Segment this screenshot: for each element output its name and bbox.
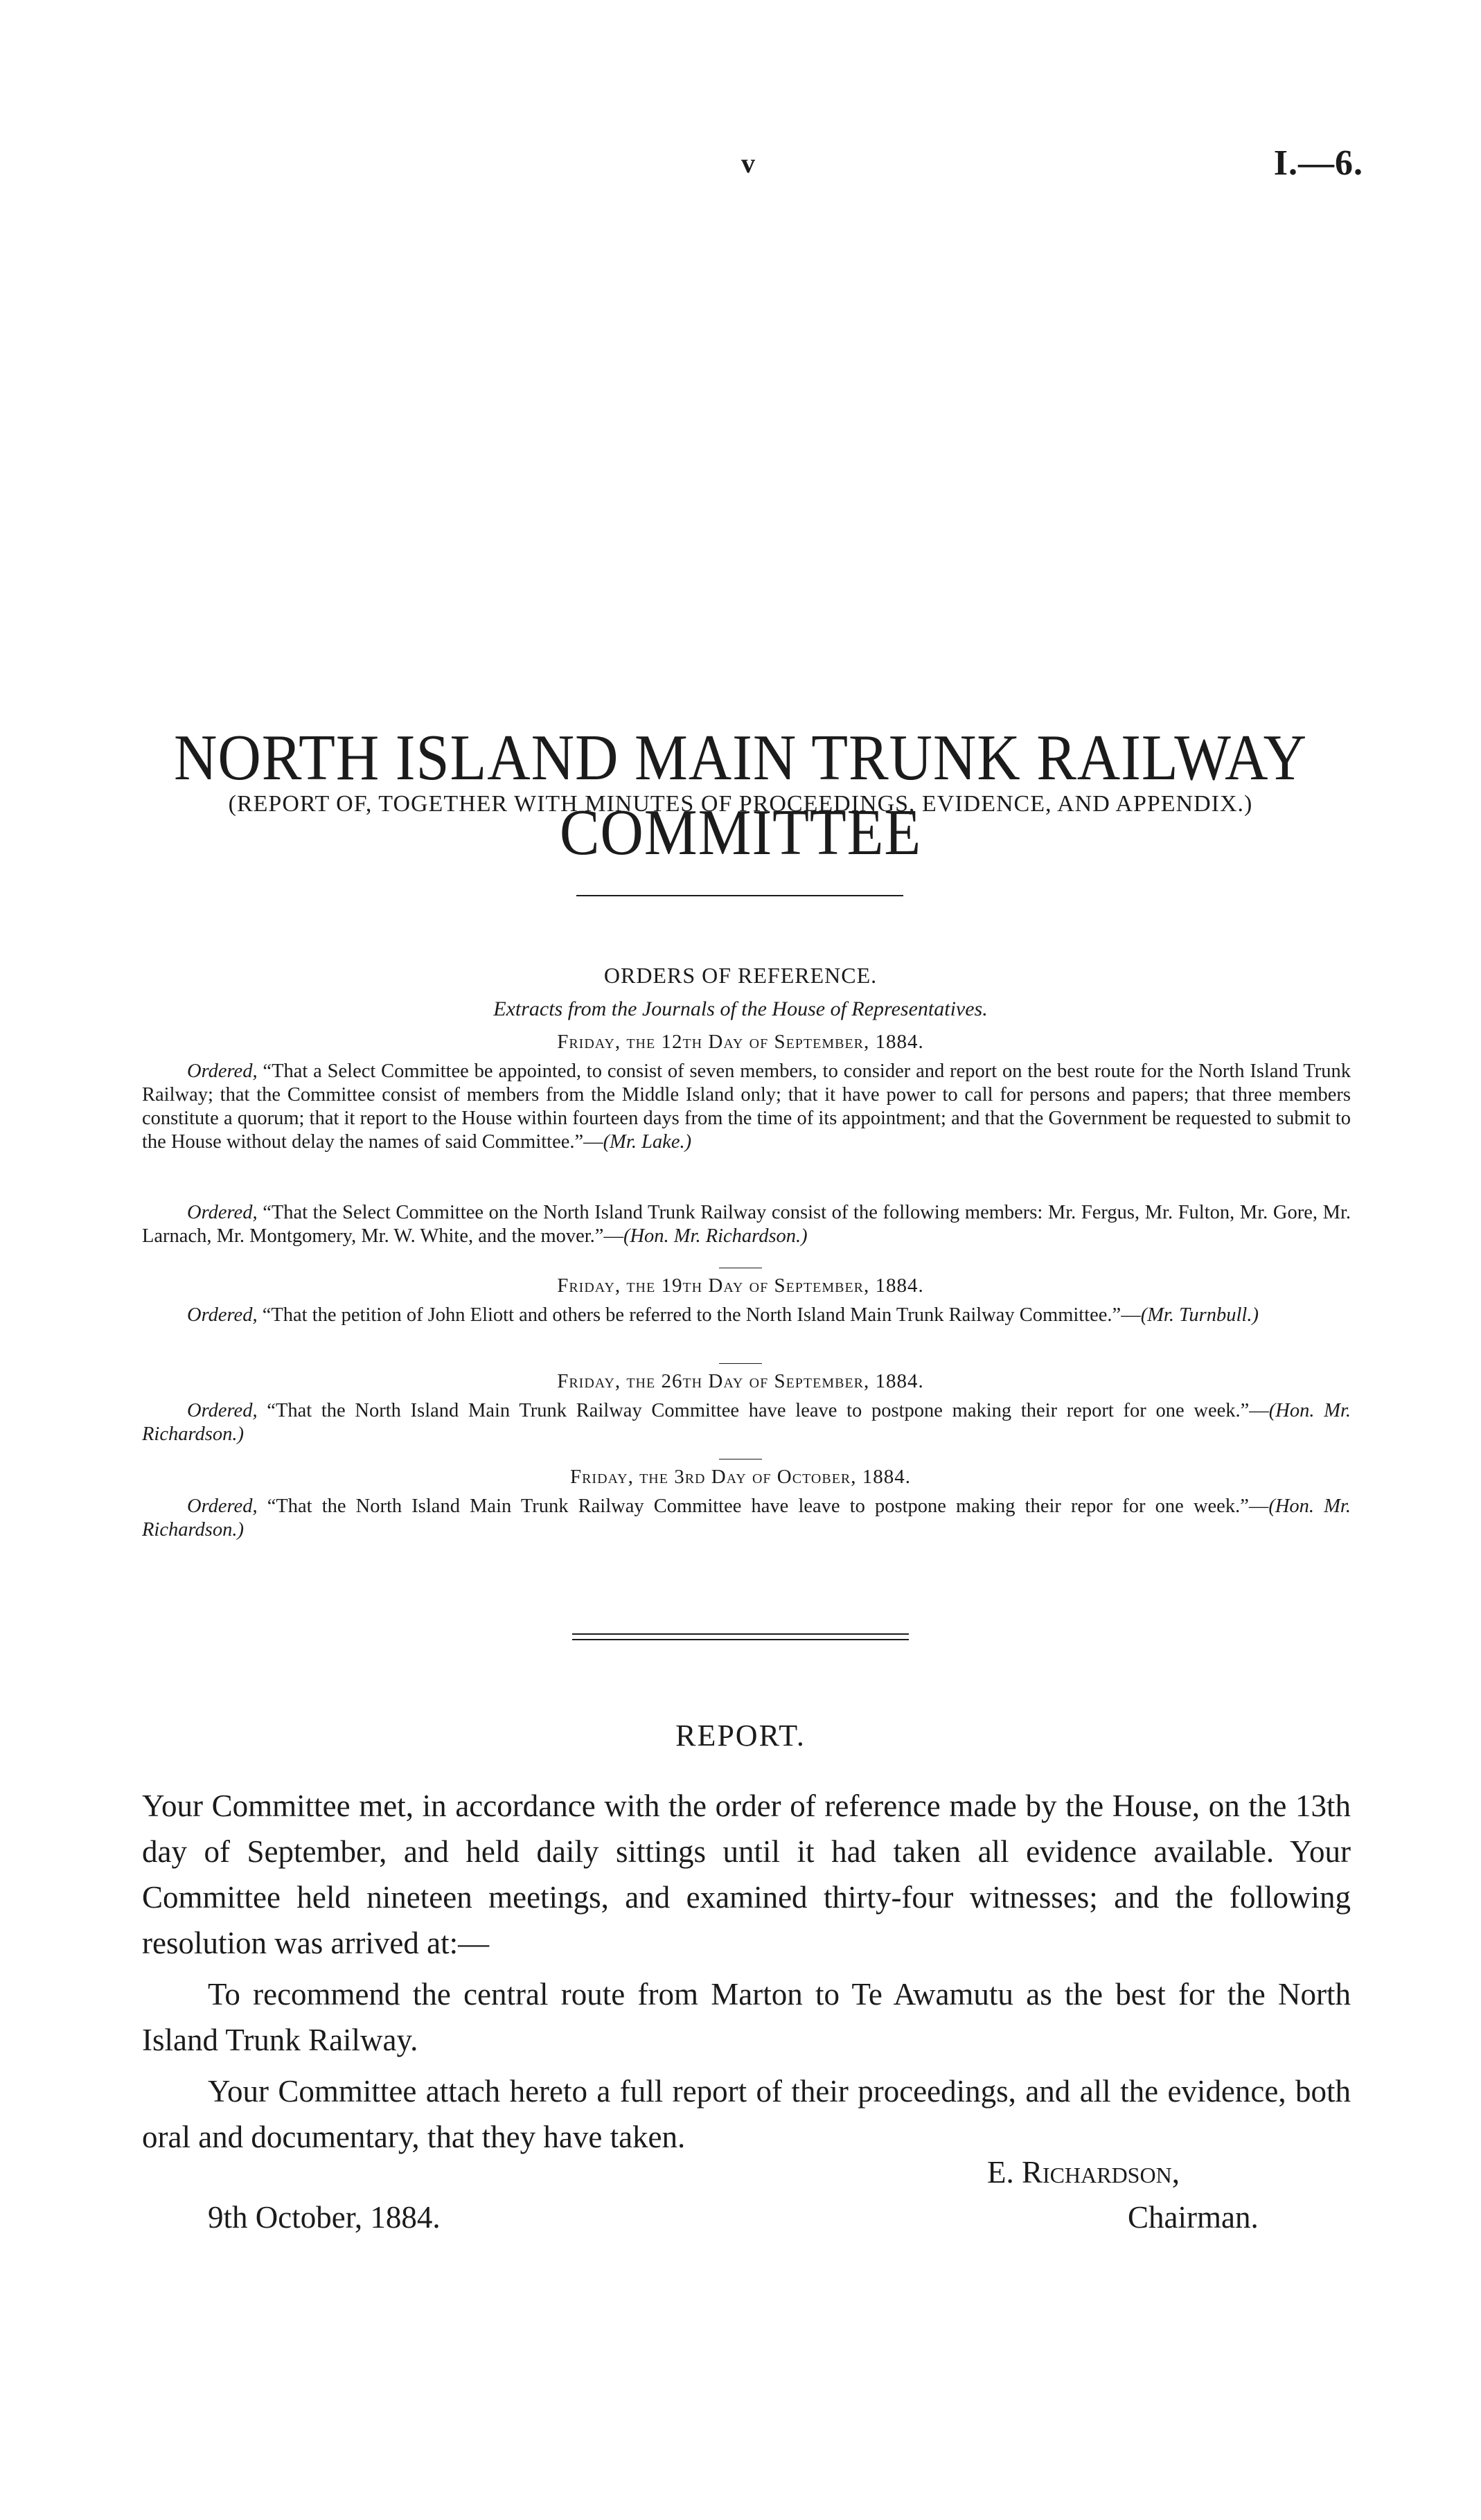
order-text: “That the North Island Main Trunk Railway Committee have leave to postpone making their report for one week.”— xyxy=(257,1400,1269,1421)
order-paragraph xyxy=(142,1060,1351,1154)
ordered-label: Ordered, xyxy=(187,1400,258,1421)
document-code: I.—6. xyxy=(1273,143,1363,183)
report-heading: REPORT. xyxy=(675,1719,806,1753)
report-paragraph xyxy=(142,1783,1351,1966)
order-text: “That the North Island Main Trunk Railway Committee have leave to postpone making their repor for one week.”— xyxy=(257,1496,1269,1517)
order-date: Friday, the 3rd Day of October, 1884. xyxy=(569,1466,912,1488)
order-mover: (Mr. Lake.) xyxy=(603,1131,692,1153)
extracts-line: Extracts from the Journals of the House of Representatives. xyxy=(493,997,988,1020)
order-paragraph xyxy=(142,1304,1351,1327)
ordered-label: Ordered, xyxy=(187,1304,258,1326)
report-date: 9th October, 1884. xyxy=(208,2200,441,2235)
entry-divider xyxy=(719,1363,762,1364)
signature-name: E. Richardson, xyxy=(987,2155,1180,2190)
order-text: “That the Select Committee on the North Island Trunk Railway consist of the following members: Mr. Fergus, Mr. Fulton, Mr. Gore, Mr. Larnach, Mr. Montgomery, Mr. W. White, and the mover.”— xyxy=(142,1202,1351,1247)
section-divider-bottom xyxy=(572,1639,909,1640)
ordered-label: Ordered, xyxy=(187,1202,258,1223)
report-text: Your Committee attach hereto a full report of their proceedings, and all the evidence, both oral and documentary, that they have taken. xyxy=(142,2074,1351,2154)
title-divider xyxy=(576,895,903,896)
section-divider-top xyxy=(572,1633,909,1635)
order-text: “That the petition of John Eliott and others be referred to the North Island Main Trunk Railway Committee.”— xyxy=(257,1304,1141,1326)
report-paragraph xyxy=(142,2068,1351,2160)
report-text: Your Committee met, in accordance with the order of reference made by the House, on the 13th day of September, and held daily sittings until it had taken all evidence available. Your Committee held nineteen meetings, and examined thirty-four witnesses; and the following resolution was arrived at:— xyxy=(142,1789,1351,1960)
order-date: Friday, the 19th Day of September, 1884. xyxy=(557,1275,924,1297)
main-title: NORTH ISLAND MAIN TRUNK RAILWAY COMMITTEE xyxy=(173,722,1307,869)
order-date: Friday, the 12th Day of September, 1884. xyxy=(557,1031,924,1053)
report-text: To recommend the central route from Marton to Te Awamutu as the best for the North Island Trunk Railway. xyxy=(142,1977,1351,2057)
ordered-label: Ordered, xyxy=(187,1061,258,1082)
order-paragraph xyxy=(142,1399,1351,1446)
order-mover: (Hon. Mr. Richardson.) xyxy=(142,1400,1351,1445)
order-paragraph xyxy=(142,1495,1351,1542)
page-number: v xyxy=(741,148,755,179)
signature-title: Chairman. xyxy=(1128,2200,1259,2235)
order-paragraph xyxy=(142,1201,1351,1248)
report-paragraph xyxy=(142,1971,1351,2063)
subtitle: (REPORT OF, TOGETHER WITH MINUTES OF PROCEEDINGS, EVIDENCE, AND APPENDIX.) xyxy=(228,791,1253,817)
order-mover: (Mr. Turnbull.) xyxy=(1140,1304,1259,1326)
order-text: “That a Select Committee be appointed, to consist of seven members, to consider and report on the best route for the North Island Trunk Railway; that the Committee consist of members from the Middle Island only; that it have power to call for persons and papers; that three members constitute a quorum; that it report to the House within fourteen days from the time of its appointment; and that the Government be requested to submit to the House without delay the names of said Committee.”— xyxy=(142,1061,1351,1153)
orders-heading: ORDERS OF REFERENCE. xyxy=(603,963,878,988)
ordered-label: Ordered, xyxy=(187,1496,258,1517)
order-mover: (Hon. Mr. Richardson.) xyxy=(623,1225,808,1247)
order-date: Friday, the 26th Day of September, 1884. xyxy=(557,1370,924,1392)
order-mover: (Hon. Mr. Richardson.) xyxy=(142,1496,1351,1541)
